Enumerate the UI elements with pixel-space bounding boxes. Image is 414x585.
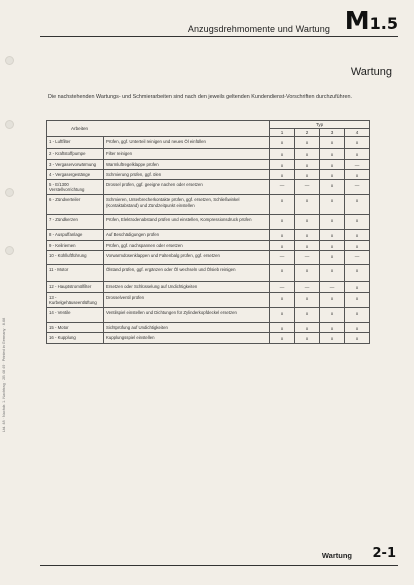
type-mark-cell: x [345, 308, 370, 323]
type-mark-cell: x [295, 292, 320, 307]
type-mark-cell: x [320, 180, 345, 195]
type-mark-cell: x [270, 149, 295, 159]
component-cell: 11 - Motor [47, 264, 104, 281]
type-mark-cell: — [345, 180, 370, 195]
punch-hole [5, 188, 14, 197]
component-cell: 16 - Kupplung [47, 333, 104, 343]
task-cell: Kupplungsspiel einstellen [104, 333, 270, 343]
table-row [47, 149, 370, 159]
type-mark-cell: x [320, 250, 345, 264]
section-code-letter: M [344, 6, 370, 35]
table-row [47, 240, 370, 250]
type-mark-cell: x [270, 240, 295, 250]
type-mark-cell: x [295, 169, 320, 179]
component-cell: 7 - Zündkerzen [47, 215, 104, 230]
task-cell: Prüfen, Elektrodenabstand prüfen und einstellen, Kompressionsdruck prüfen [104, 215, 270, 230]
type-mark-cell: x [295, 149, 320, 159]
type-mark-cell: x [345, 281, 370, 292]
type-mark-cell: x [270, 230, 295, 240]
type-mark-cell: x [345, 333, 370, 343]
component-cell: 6 - Zündverteiler [47, 195, 104, 215]
section-title: Wartung [350, 66, 392, 78]
type-mark-cell: — [295, 281, 320, 292]
type-mark-cell: x [295, 264, 320, 281]
type-mark-cell: x [295, 195, 320, 215]
type-mark-cell: x [320, 264, 345, 281]
component-cell: 8 - Auspuffanlage [47, 230, 104, 240]
component-cell: 10 - Kühlluftführung [47, 250, 104, 264]
type-mark-cell: x [295, 159, 320, 169]
table-row [47, 230, 370, 240]
table-row [47, 333, 370, 343]
type-mark-cell: — [345, 250, 370, 264]
task-cell: Prüfen, ggf. Unterteil reinigen und neues Öl einfüllen [104, 137, 270, 149]
table-row [47, 195, 370, 215]
type-mark-cell: x [270, 333, 295, 343]
type-mark-cell: x [345, 149, 370, 159]
type-mark-cell: x [270, 308, 295, 323]
type-mark-cell: x [270, 169, 295, 179]
task-cell: Auf Beschädigungen prüfen [104, 230, 270, 240]
component-cell: 3 - Vergaservorwärmung [47, 159, 104, 169]
type-mark-cell: x [345, 264, 370, 281]
section-code-number: 1.5 [369, 14, 398, 33]
table-row [47, 137, 370, 149]
task-cell: Schmieren, Unterbrecherkontakte prüfen, ggf. ersetzen, Schließwinkel (Kontaktabstand) und Zündzeitpunkt einstellen [104, 195, 270, 215]
type-mark-cell: x [295, 137, 320, 149]
type-mark-cell: x [320, 240, 345, 250]
type-mark-cell: x [270, 264, 295, 281]
component-cell: 2 - Kraftstoffpumpe [47, 149, 104, 159]
type-mark-cell: x [320, 292, 345, 307]
typ-number-header: 3 [320, 129, 345, 137]
type-mark-cell: x [320, 169, 345, 179]
type-mark-cell: x [345, 240, 370, 250]
task-cell: Ventilspiel einstellen und Dichtungen für Zylinderkopfdeckel ersetzen [104, 308, 270, 323]
type-mark-cell: — [320, 281, 345, 292]
type-mark-cell: x [320, 195, 345, 215]
footer-title: Wartung [321, 551, 352, 560]
type-mark-cell: — [270, 180, 295, 195]
type-mark-cell: x [345, 292, 370, 307]
table-row [47, 169, 370, 179]
component-cell: 14 - Ventile [47, 308, 104, 323]
column-header-arbeiten: Arbeiten [47, 121, 270, 137]
type-mark-cell: x [295, 215, 320, 230]
task-cell: Warmluftregelklappe prüfen [104, 159, 270, 169]
type-mark-cell: — [270, 250, 295, 264]
type-mark-cell: x [295, 240, 320, 250]
type-mark-cell: x [345, 195, 370, 215]
typ-number-header: 2 [295, 129, 320, 137]
type-mark-cell: x [345, 230, 370, 240]
type-mark-cell: x [295, 333, 320, 343]
table-row [47, 264, 370, 281]
type-mark-cell: — [270, 281, 295, 292]
type-mark-cell: x [270, 292, 295, 307]
task-cell: Sichtprüfung auf Undichtigkeiten [104, 323, 270, 333]
typ-number-header: 4 [345, 129, 370, 137]
header-title: Anzugsdrehmomente und Wartung [187, 24, 330, 34]
table-row [47, 180, 370, 195]
page-number: 2-1 [372, 546, 396, 561]
table-row [47, 215, 370, 230]
table-row [47, 292, 370, 307]
type-mark-cell: x [270, 137, 295, 149]
type-mark-cell: — [295, 250, 320, 264]
type-mark-cell: x [320, 230, 345, 240]
table-row [47, 250, 370, 264]
type-mark-cell: — [295, 180, 320, 195]
table-row [47, 323, 370, 333]
type-mark-cell: x [320, 308, 345, 323]
type-mark-cell: x [295, 308, 320, 323]
table-row [47, 281, 370, 292]
type-mark-cell: x [270, 195, 295, 215]
component-cell: 9 - Keilriemen [47, 240, 104, 250]
type-mark-cell: x [345, 137, 370, 149]
task-cell: Prüfen, ggf. nachspannen oder ersetzen [104, 240, 270, 250]
type-mark-cell: x [270, 159, 295, 169]
type-mark-cell: — [345, 159, 370, 169]
component-cell: 1 - Luftfilter [47, 137, 104, 149]
component-cell: 15 - Motor [47, 323, 104, 333]
type-mark-cell: x [270, 215, 295, 230]
task-cell: Drossel prüfen, ggf. geeigne nachen oder ersetzen [104, 180, 270, 195]
type-mark-cell: x [320, 159, 345, 169]
type-mark-cell: x [345, 169, 370, 179]
punch-hole [5, 246, 14, 255]
task-cell: Ölstand prüfen, ggf. ergänzen oder Öl wechseln und Ölsieb reinigen [104, 264, 270, 281]
component-cell: 4 - Vergasergestänge [47, 169, 104, 179]
table-row [47, 308, 370, 323]
task-cell: Ersetzen oder Schlüsselung auf Undichtigkeiten [104, 281, 270, 292]
table-row [47, 159, 370, 169]
punch-hole [5, 56, 14, 65]
column-header-typ: Typ [270, 121, 370, 129]
task-cell: Drosselventil prüfen [104, 292, 270, 307]
type-mark-cell: x [345, 323, 370, 333]
maintenance-table [46, 120, 370, 344]
type-mark-cell: x [295, 323, 320, 333]
task-cell: Schmierung prüfen, ggf. ölen [104, 169, 270, 179]
intro-paragraph: Die nachstehenden Wartungs- und Schmierarbeiten sind nach den jeweils geltenden Kundendienst-Vorschriften durchzuführen. [48, 94, 352, 100]
type-mark-cell: x [320, 323, 345, 333]
header-rule [40, 36, 398, 37]
type-mark-cell: x [295, 230, 320, 240]
type-mark-cell: x [320, 215, 345, 230]
print-note: Ltd. 48 · Nachdr. 1. Nachtrag · 2B 48 49 · Printed in Germany · 8.68 [2, 317, 6, 432]
component-cell: 5 - E/1300 Verstellvorrichtung [47, 180, 104, 195]
task-cell: Filter reinigen [104, 149, 270, 159]
type-mark-cell: x [320, 333, 345, 343]
typ-number-header: 1 [270, 129, 295, 137]
footer-rule [40, 565, 398, 566]
punch-hole [5, 120, 14, 129]
type-mark-cell: x [270, 323, 295, 333]
type-mark-cell: x [320, 137, 345, 149]
component-cell: 12 - Hauptstromölfilter [47, 281, 104, 292]
type-mark-cell: x [345, 215, 370, 230]
task-cell: Vorwarmdüsenklappen und Faltenbalg prüfen, ggf. ersetzen [104, 250, 270, 264]
component-cell: 13 - Kurbelgehäuseentlüftung [47, 292, 104, 307]
section-code [345, 8, 398, 33]
type-mark-cell: x [320, 149, 345, 159]
